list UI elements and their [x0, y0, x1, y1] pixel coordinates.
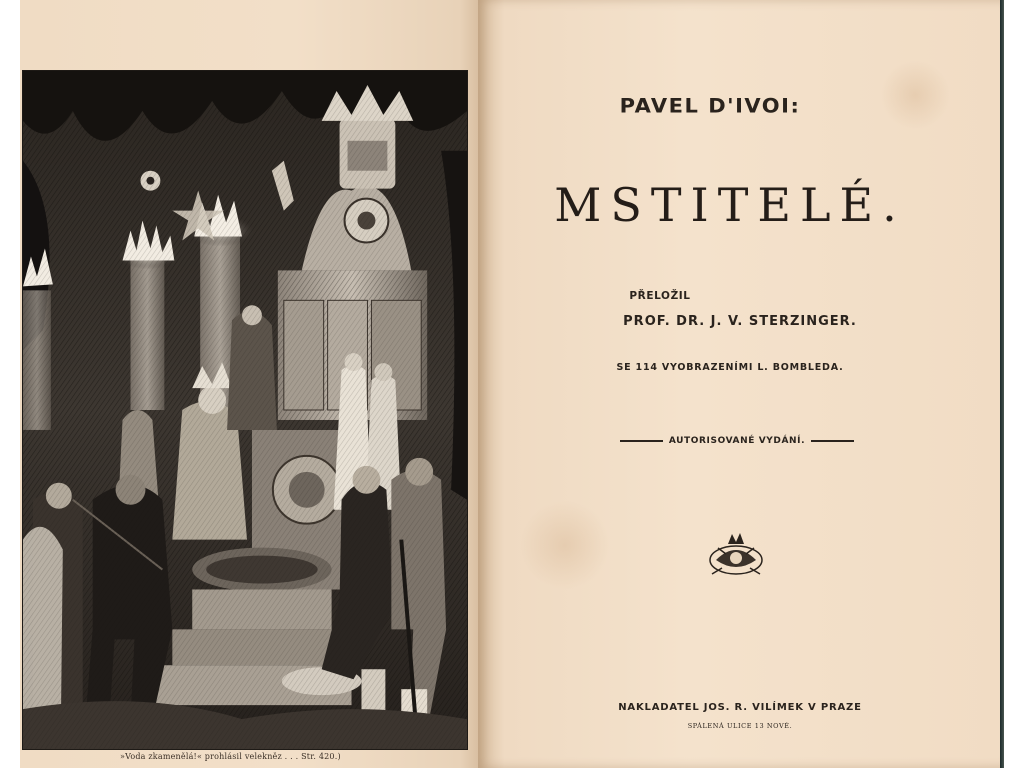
edition-note: AUTORISOVANÉ VYDÁNÍ.: [668, 436, 806, 446]
right-margin: [1004, 0, 1024, 768]
translated-by-label: PŘELOŽIL: [629, 290, 691, 302]
publisher-emblem-icon: [708, 530, 764, 578]
engraving-drawing: [23, 71, 467, 749]
publisher-address: SPÁLENÁ ULICE 13 NOVÉ.: [687, 722, 793, 730]
divider-rule-right: [811, 440, 854, 441]
illustrations-note: SE 114 VYOBRAZENÍMI L. BOMBLEDA.: [616, 362, 844, 373]
book-title: MSTITELÉ.: [554, 178, 906, 232]
frontispiece-illustration: [22, 70, 468, 750]
illustration-caption: »Voda zkamenělá!« prohlásil velekněz . . . Str. 420.): [120, 752, 341, 761]
translator-name: PROF. DR. J. V. STERZINGER.: [623, 314, 857, 329]
paper-stain: [880, 60, 950, 130]
author-name: PAVEL D'IVOI:: [619, 94, 801, 118]
divider-rule-left: [620, 440, 663, 441]
publisher-line: NAKLADATEL JOS. R. VILÍMEK V PRAZE: [618, 702, 862, 713]
paper-stain: [520, 500, 610, 590]
edition-line: [620, 434, 854, 448]
